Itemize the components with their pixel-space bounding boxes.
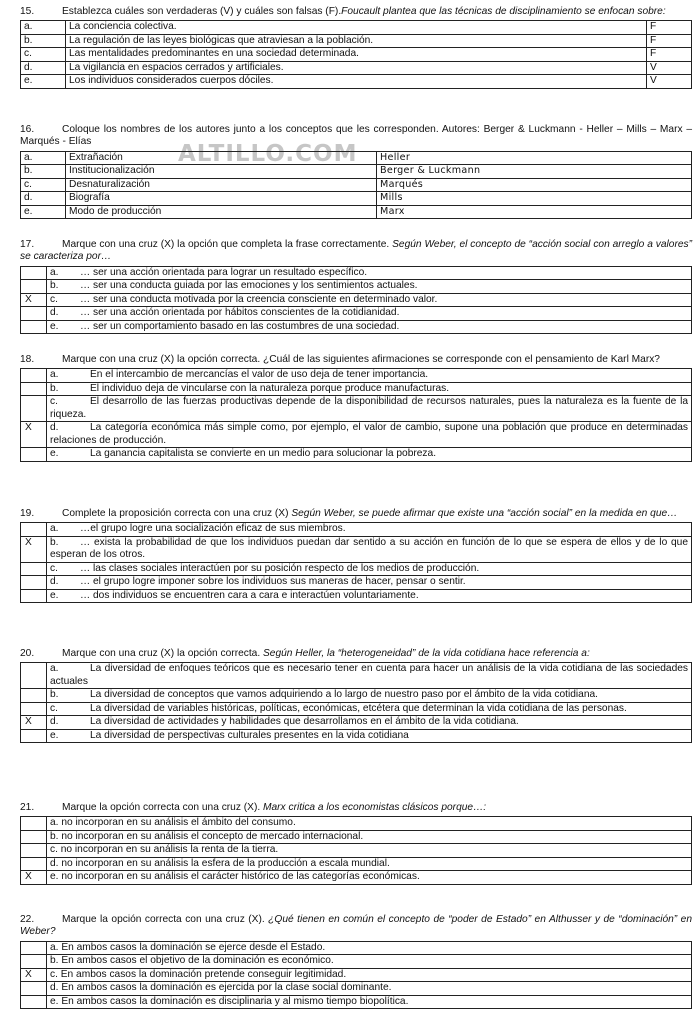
table-row xyxy=(21,75,692,88)
question-prompt-italic: Según Heller, la “heterogeneidad” de la vida cotidiana hace referencia a: xyxy=(263,648,590,659)
answer-mark xyxy=(21,523,47,536)
concept-cell: Desnaturalización xyxy=(66,178,377,191)
option-letter: c. xyxy=(50,293,58,305)
author-cell: Berger & Luckmann xyxy=(377,165,692,178)
option-text: b. no incorporan en su análisis el concepto de mercado internacional. xyxy=(47,830,692,843)
option-text: c. no incorporan en su análisis la renta de la tierra. xyxy=(47,844,692,857)
answer-table-17 xyxy=(20,266,692,334)
answer-table-15 xyxy=(20,20,692,88)
question-number: 21. xyxy=(20,802,35,813)
question-17 xyxy=(20,239,692,334)
option-letter: c. xyxy=(21,48,66,61)
answer-mark xyxy=(21,663,47,689)
answer-mark xyxy=(21,562,47,575)
question-prompt: Marque la opción correcta con una cruz (X). xyxy=(62,914,269,925)
table-row xyxy=(21,663,692,689)
option-cell xyxy=(47,689,692,702)
answer-value: F xyxy=(647,21,692,34)
option-cell xyxy=(47,702,692,715)
option-text: La vigilancia en espacios cerrados y artificiales. xyxy=(66,61,647,74)
option-text: a. no incorporan en su análisis el ámbito del consumo. xyxy=(47,817,692,830)
answer-mark xyxy=(21,817,47,830)
author-cell: Marx xyxy=(377,205,692,218)
table-row xyxy=(21,61,692,74)
question-16-text xyxy=(20,124,692,149)
option-text: La diversidad de enfoques teóricos que es necesario tener en cuenta para hacer un análisis de la vida cotidiana de las sociedades actuales xyxy=(50,663,688,687)
option-text: La diversidad de actividades y habilidades que desarrollamos en el ámbito de la vida cotidiana. xyxy=(90,716,519,728)
option-text: e. no incorporan en su análisis el carácter histórico de las categorías económicas. xyxy=(47,871,692,884)
answer-mark: X xyxy=(21,871,47,884)
question-number: 18. xyxy=(20,354,35,365)
author-cell: Mills xyxy=(377,192,692,205)
table-row xyxy=(21,396,692,422)
answer-mark: X xyxy=(21,422,47,448)
answer-mark xyxy=(21,448,47,461)
table-row xyxy=(21,307,692,320)
option-text: b. En ambos casos el objetivo de la dominación es económico. xyxy=(47,955,692,968)
question-prompt-italic: Marx critica a los economistas clásicos porque…: xyxy=(263,802,487,813)
question-prompt-italic: Según Weber, se puede afirmar que existe una “acción social” en la medida en que… xyxy=(291,508,678,519)
option-cell xyxy=(47,266,692,279)
option-letter: d. xyxy=(50,716,59,728)
question-number: 19. xyxy=(20,508,35,519)
answer-mark xyxy=(21,830,47,843)
table-row xyxy=(21,702,692,715)
option-text: … ser una conducta motivada por la creencia consciente en determinado valor. xyxy=(80,293,438,305)
option-letter: c. xyxy=(21,178,66,191)
answer-mark: X xyxy=(21,968,47,981)
table-row xyxy=(21,871,692,884)
answer-mark xyxy=(21,982,47,995)
option-text: … el grupo logre imponer sobre los individuos sus maneras de hacer, pensar o sentir. xyxy=(80,576,466,588)
option-cell xyxy=(47,729,692,742)
option-letter: a. xyxy=(21,21,66,34)
question-15 xyxy=(20,6,692,89)
answer-mark xyxy=(21,689,47,702)
option-cell xyxy=(47,369,692,382)
question-prompt: Marque con una cruz (X) la opción correcta. xyxy=(62,648,264,659)
answer-mark xyxy=(21,857,47,870)
option-letter: d. xyxy=(21,192,66,205)
option-letter: a. xyxy=(50,266,59,278)
option-text: … ser una acción orientada para lograr un resultado específico. xyxy=(80,266,368,278)
question-20-text xyxy=(20,648,692,660)
table-row xyxy=(21,192,692,205)
option-text: Los individuos considerados cuerpos dóciles. xyxy=(66,75,647,88)
option-text: a. En ambos casos la dominación se ejerce desde el Estado. xyxy=(47,941,692,954)
option-letter: e. xyxy=(50,729,59,741)
option-text: … ser una conducta guiada por las emociones y los sentimientos actuales. xyxy=(80,280,418,292)
answer-value: V xyxy=(647,61,692,74)
question-prompt-italic: Foucault plantea que las técnicas de disciplinamiento se enfocan sobre: xyxy=(341,6,666,17)
question-prompt: Complete la proposición correcta con una cruz (X) xyxy=(62,508,292,519)
question-prompt: Marque con una cruz (X) la opción correcta. ¿Cuál de las siguientes afirmaciones se corresponde con el pensamiento de Karl Marx? xyxy=(62,354,660,365)
answer-value: F xyxy=(647,48,692,61)
option-letter: c. xyxy=(50,396,58,408)
table-row xyxy=(21,205,692,218)
question-prompt-italic: Según Weber, el concepto de “acción social con arreglo a valores” se caracteriza por… xyxy=(20,239,692,263)
question-number: 15. xyxy=(20,6,35,17)
question-19-text xyxy=(20,508,692,520)
table-row xyxy=(21,857,692,870)
option-letter: e. xyxy=(21,75,66,88)
option-text: d. En ambos casos la dominación es ejercida por la clase social dominante. xyxy=(47,982,692,995)
option-letter: e. xyxy=(50,589,59,601)
table-row xyxy=(21,562,692,575)
question-22 xyxy=(20,914,692,1009)
answer-mark xyxy=(21,369,47,382)
option-text: …el grupo logre una socialización eficaz de sus miembros. xyxy=(80,523,346,535)
option-text: e. En ambos casos la dominación es disciplinaria y al mismo tiempo biopolítica. xyxy=(47,995,692,1008)
question-number: 20. xyxy=(20,648,35,659)
option-letter: b. xyxy=(50,280,59,292)
answer-mark xyxy=(21,280,47,293)
option-text: El desarrollo de las fuerzas productivas depende de la disponibilidad de recursos naturales, pues la naturaleza es la fuente de la riqueza. xyxy=(50,396,688,420)
answer-table-16 xyxy=(20,151,692,219)
option-letter: b. xyxy=(21,34,66,47)
table-row xyxy=(21,382,692,395)
option-text: … exista la probabilidad de que los individuos puedan dar sentido a su acción en función de lo que se espera de ellos y de lo que esperan de los otros. xyxy=(50,536,688,561)
answer-mark xyxy=(21,702,47,715)
option-text: … las clases sociales interactúen por su posición respecto de los medios de producción. xyxy=(80,562,480,574)
answer-value: V xyxy=(647,75,692,88)
answer-mark xyxy=(21,729,47,742)
question-18-text xyxy=(20,354,692,366)
concept-cell: Modo de producción xyxy=(66,205,377,218)
option-text: c. En ambos casos la dominación pretende conseguir legitimidad. xyxy=(47,968,692,981)
option-cell xyxy=(47,716,692,729)
option-cell xyxy=(47,663,692,689)
question-16 xyxy=(20,124,692,219)
answer-mark: X xyxy=(21,536,47,562)
answer-mark xyxy=(21,307,47,320)
question-21-text xyxy=(20,802,692,814)
option-cell xyxy=(47,422,692,448)
answer-mark xyxy=(21,266,47,279)
question-prompt: Marque la opción correcta con una cruz (X). xyxy=(62,802,264,813)
table-row xyxy=(21,830,692,843)
option-letter: a. xyxy=(50,663,59,675)
concept-cell: Institucionalización xyxy=(66,165,377,178)
option-letter: d. xyxy=(50,576,59,588)
table-row xyxy=(21,165,692,178)
answer-mark: X xyxy=(21,716,47,729)
answer-value: F xyxy=(647,34,692,47)
table-row xyxy=(21,729,692,742)
answer-mark xyxy=(21,576,47,589)
answer-mark xyxy=(21,396,47,422)
option-cell xyxy=(47,523,692,536)
option-cell xyxy=(47,293,692,306)
answer-table-20 xyxy=(20,662,692,743)
question-number: 16. xyxy=(20,124,35,135)
option-letter: c. xyxy=(50,702,58,714)
option-text: La regulación de las leyes biológicas que atraviesan a la población. xyxy=(66,34,647,47)
option-text: … ser un comportamiento basado en las costumbres de una sociedad. xyxy=(80,320,400,332)
answer-table-22 xyxy=(20,941,692,1009)
table-row xyxy=(21,689,692,702)
table-row xyxy=(21,844,692,857)
option-text: La diversidad de conceptos que vamos adquiriendo a lo largo de nuestro paso por el ámbito de la vida cotidiana. xyxy=(90,689,599,701)
table-row xyxy=(21,523,692,536)
table-row xyxy=(21,48,692,61)
answer-mark xyxy=(21,320,47,333)
table-row xyxy=(21,448,692,461)
option-cell xyxy=(47,562,692,575)
table-row xyxy=(21,716,692,729)
table-row xyxy=(21,266,692,279)
option-text: d. no incorporan en su análisis la esfera de la producción a escala mundial. xyxy=(47,857,692,870)
table-row xyxy=(21,369,692,382)
answer-table-18 xyxy=(20,368,692,461)
question-19 xyxy=(20,508,692,603)
option-letter: b. xyxy=(50,382,59,394)
option-text: En el intercambio de mercancías el valor de uso deja de tener importancia. xyxy=(90,369,429,381)
question-prompt: Establezca cuáles son verdaderas (V) y cuáles son falsas (F). xyxy=(62,6,342,17)
option-text: … ser una acción orientada por hábitos conscientes de la cotidianidad. xyxy=(80,307,400,319)
option-text: La diversidad de variables históricas, políticas, económicas, etcétera que determinan la vida cotidiana de las personas. xyxy=(90,702,627,714)
option-letter: e. xyxy=(21,205,66,218)
table-row xyxy=(21,280,692,293)
option-letter: b. xyxy=(21,165,66,178)
option-letter: b. xyxy=(50,689,59,701)
option-letter: a. xyxy=(21,151,66,164)
answer-table-19 xyxy=(20,522,692,603)
table-row xyxy=(21,817,692,830)
table-row xyxy=(21,982,692,995)
option-cell xyxy=(47,536,692,562)
table-row xyxy=(21,589,692,602)
answer-mark xyxy=(21,955,47,968)
answer-mark xyxy=(21,844,47,857)
option-letter: e. xyxy=(50,448,59,460)
option-cell xyxy=(47,382,692,395)
option-cell xyxy=(47,280,692,293)
table-row xyxy=(21,34,692,47)
answer-mark xyxy=(21,382,47,395)
option-text: La diversidad de perspectivas culturales presentes en la vida cotidiana xyxy=(90,729,409,741)
option-text: El individuo deja de vincularse con la naturaleza porque produce manufacturas. xyxy=(90,382,450,394)
author-cell: Marqués xyxy=(377,178,692,191)
question-prompt-italic: ¿Qué tienen en común el concepto de “poder de Estado” en Althusser y de “dominación” en Weber? xyxy=(20,914,692,938)
option-cell xyxy=(47,448,692,461)
question-17-text xyxy=(20,239,692,264)
option-cell xyxy=(47,307,692,320)
table-row xyxy=(21,968,692,981)
option-text: La conciencia colectiva. xyxy=(66,21,647,34)
option-cell xyxy=(47,576,692,589)
author-cell: Heller xyxy=(377,151,692,164)
table-row xyxy=(21,293,692,306)
question-22-text xyxy=(20,914,692,939)
answer-mark xyxy=(21,995,47,1008)
answer-table-21 xyxy=(20,816,692,884)
option-letter: a. xyxy=(50,369,59,381)
table-row xyxy=(21,995,692,1008)
question-15-text xyxy=(20,6,692,18)
answer-mark: X xyxy=(21,293,47,306)
table-row xyxy=(21,422,692,448)
option-letter: d. xyxy=(50,422,59,434)
question-number: 17. xyxy=(20,239,35,250)
table-row xyxy=(21,576,692,589)
option-cell xyxy=(47,589,692,602)
option-letter: e. xyxy=(50,320,59,332)
concept-cell: Extrañación xyxy=(66,151,377,164)
table-row xyxy=(21,178,692,191)
option-letter: a. xyxy=(50,523,59,535)
question-prompt: Coloque los nombres de los autores junto a los conceptos que les corresponden. Autores: Berger & Luckmann - Heller – Mills – Marx –Marqués - Elías xyxy=(20,124,692,148)
table-row xyxy=(21,320,692,333)
question-prompt: Marque con una cruz (X) la opción que completa la frase correctamente. xyxy=(62,239,393,250)
watermark-logo: ALTILLO.COM xyxy=(178,141,358,167)
option-text: La categoría económica más simple como, por ejemplo, el valor de cambio, supone una población que produce en determinadas relaciones de producción. xyxy=(50,422,688,446)
option-letter: d. xyxy=(21,61,66,74)
question-20 xyxy=(20,648,692,743)
option-text: Las mentalidades predominantes en una sociedad determinada. xyxy=(66,48,647,61)
answer-mark xyxy=(21,941,47,954)
option-text: La ganancia capitalista se convierte en un medio para solucionar la pobreza. xyxy=(90,448,437,460)
table-row xyxy=(21,536,692,562)
option-text: … dos individuos se encuentren cara a cara e interactúen voluntariamente. xyxy=(80,589,419,601)
question-number: 22. xyxy=(20,914,35,925)
option-cell xyxy=(47,320,692,333)
table-row xyxy=(21,941,692,954)
question-21 xyxy=(20,802,692,885)
question-18 xyxy=(20,354,692,462)
option-cell xyxy=(47,396,692,422)
answer-mark xyxy=(21,589,47,602)
table-row xyxy=(21,151,692,164)
option-letter: d. xyxy=(50,307,59,319)
table-row xyxy=(21,955,692,968)
option-letter: b. xyxy=(50,536,59,548)
table-row xyxy=(21,21,692,34)
concept-cell: Biografía xyxy=(66,192,377,205)
option-letter: c. xyxy=(50,562,58,574)
